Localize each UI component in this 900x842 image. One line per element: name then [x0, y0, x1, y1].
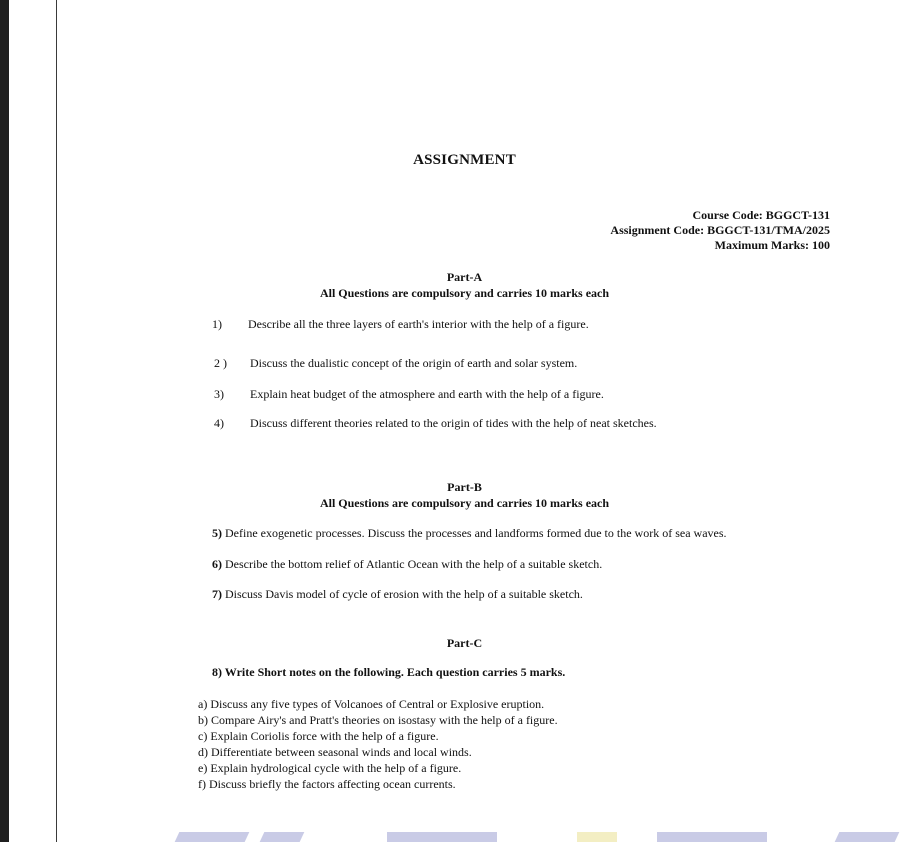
- question-text: Define exogenetic processes. Discuss the processes and landforms formed due to the work of sea waves.: [225, 526, 727, 540]
- question-number: 2 ): [214, 356, 227, 370]
- question-number: 6): [212, 557, 222, 571]
- assignment-code: Assignment Code: BGGCT-131/TMA/2025: [610, 223, 830, 237]
- part-b-title: Part-B: [447, 480, 482, 494]
- course-code: Course Code: BGGCT-131: [692, 208, 830, 222]
- sub-question-b: b) Compare Airy's and Pratt's theories on isostasy with the help of a figure.: [198, 713, 558, 727]
- watermark-strip: [57, 832, 900, 842]
- question-number: 4): [214, 416, 224, 430]
- question-number: 1): [212, 317, 222, 331]
- viewer-left-bar: [0, 0, 9, 842]
- part-a-heading: [0, 269, 900, 301]
- part-a-title: Part-A: [446, 270, 483, 284]
- question-text: Describe the bottom relief of Atlantic Ocean with the help of a suitable sketch.: [225, 557, 603, 571]
- maximum-marks: Maximum Marks: 100: [714, 238, 830, 252]
- question-text: Discuss different theories related to the origin of tides with the help of neat sketches.: [250, 416, 657, 430]
- document-title: ASSIGNMENT: [413, 152, 516, 168]
- part-a-instruction: All Questions are compulsory and carries 10 marks each: [319, 286, 610, 300]
- sub-question-d: d) Differentiate between seasonal winds and local winds.: [198, 745, 472, 759]
- sub-question-list: [198, 696, 558, 792]
- question-6: [212, 557, 602, 572]
- assignment-meta: [610, 208, 830, 253]
- watermark-shape: [835, 832, 900, 842]
- watermark-shape: [387, 832, 497, 842]
- sub-question-f: f) Discuss briefly the factors affecting ocean currents.: [198, 777, 456, 791]
- part-b-heading: [0, 479, 900, 511]
- question-text: Write Short notes on the following. Each question carries 5 marks.: [224, 665, 566, 679]
- watermark-shape: [577, 832, 617, 842]
- watermark-shape: [260, 832, 305, 842]
- watermark-shape: [657, 832, 767, 842]
- question-number: 8): [212, 665, 222, 679]
- sub-question-a: a) Discuss any five types of Volcanoes of Central or Explosive eruption.: [198, 697, 545, 711]
- part-c-heading: Part-C: [446, 636, 483, 650]
- question-7: [212, 587, 583, 602]
- sub-question-c: c) Explain Coriolis force with the help of a figure.: [198, 729, 439, 743]
- document-page: [57, 0, 900, 842]
- part-b-instruction: All Questions are compulsory and carries 10 marks each: [319, 496, 610, 510]
- question-number: 7): [212, 587, 222, 601]
- watermark-shape: [175, 832, 250, 842]
- question-text: Discuss Davis model of cycle of erosion with the help of a suitable sketch.: [225, 587, 583, 601]
- question-5: [212, 526, 727, 541]
- question-text: Describe all the three layers of earth's interior with the help of a figure.: [248, 317, 589, 331]
- question-number: 5): [212, 526, 222, 540]
- question-text: Discuss the dualistic concept of the origin of earth and solar system.: [250, 356, 578, 370]
- question-text: Explain heat budget of the atmosphere and earth with the help of a figure.: [250, 387, 604, 401]
- sub-question-e: e) Explain hydrological cycle with the help of a figure.: [198, 761, 462, 775]
- question-number: 3): [214, 387, 224, 401]
- question-8: [212, 665, 565, 680]
